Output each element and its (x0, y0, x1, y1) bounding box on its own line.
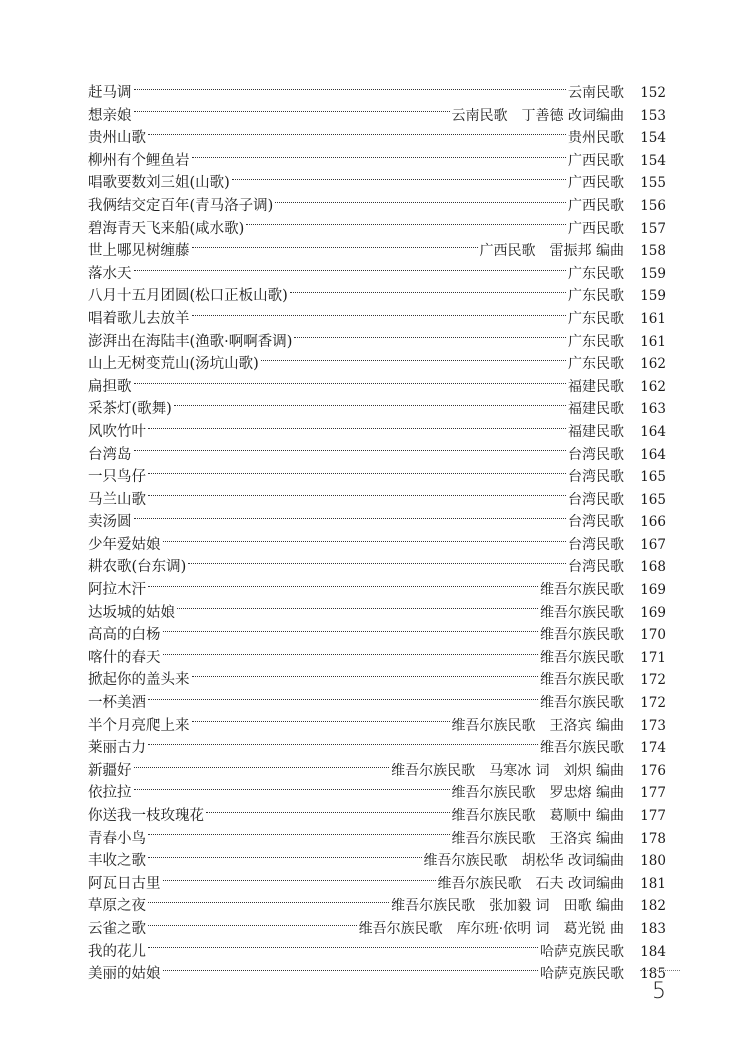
toc-entry[interactable] (88, 850, 666, 873)
toc-entry[interactable] (88, 376, 666, 399)
song-title: 云雀之歌 (88, 920, 146, 937)
song-title: 卖汤圆 (88, 514, 132, 531)
page-number: 182 (640, 898, 666, 915)
song-info: 广西民歌 (568, 152, 624, 169)
song-title: 莱丽古力 (88, 740, 146, 757)
toc-entry[interactable] (88, 195, 666, 218)
toc-entry[interactable] (88, 82, 666, 105)
toc-entry[interactable] (88, 150, 666, 173)
page-number: 153 (640, 107, 666, 124)
song-title: 你送我一枝玫瑰花 (88, 808, 204, 824)
toc-entry[interactable] (88, 308, 666, 331)
dot-leader (134, 89, 567, 90)
dot-leader (134, 270, 567, 271)
page-number: 154 (640, 152, 666, 169)
song-title: 我的花儿 (88, 943, 146, 960)
folio-page-number: 5 (652, 979, 666, 1004)
song-title: 阿拉木汗 (88, 582, 146, 599)
song-info: 广西民歌 雷振邦 编曲 (479, 243, 624, 260)
song-title: 阿瓦日古里 (88, 875, 161, 892)
page-number: 157 (640, 220, 666, 237)
dot-leader (134, 450, 567, 451)
song-title: 澎湃出在海陆丰(渔歌·啊啊香调) (88, 333, 293, 350)
song-info: 维吾尔族民歌 (540, 695, 624, 712)
dot-leader (163, 654, 539, 655)
toc-entry[interactable] (88, 782, 666, 805)
song-title: 一杯美酒 (88, 695, 146, 712)
toc-entry[interactable] (88, 285, 666, 308)
dot-leader (275, 202, 566, 203)
page-number: 173 (640, 717, 666, 734)
dot-leader (192, 721, 450, 722)
song-title: 风吹竹叶 (88, 423, 146, 440)
dot-leader (261, 360, 566, 361)
song-title: 高高的白杨 (88, 627, 161, 644)
dot-leader (206, 812, 450, 813)
dot-leader (148, 473, 566, 474)
dot-leader (192, 676, 539, 677)
song-title: 八月十五月团圆(松口正板山歌) (88, 288, 288, 305)
song-info: 广东民歌 (568, 333, 624, 350)
song-info: 广东民歌 (568, 265, 624, 282)
dot-leader (163, 631, 539, 632)
song-title: 柳州有个鲤鱼岩 (88, 152, 190, 169)
page-number: 176 (640, 762, 666, 779)
song-info: 维吾尔族民歌 罗忠熔 编曲 (451, 785, 624, 802)
toc-entry[interactable] (88, 669, 666, 692)
toc-entry[interactable] (88, 556, 666, 579)
dot-leader (163, 880, 436, 881)
song-info: 维吾尔族民歌 (540, 604, 624, 621)
toc-entry[interactable] (88, 466, 666, 489)
dot-leader (148, 134, 566, 135)
song-info: 云南民歌 丁善德 改词编曲 (451, 107, 624, 124)
dot-leader (148, 947, 538, 948)
page-number: 169 (640, 604, 666, 621)
page-number: 169 (640, 582, 666, 599)
dot-leader (134, 383, 567, 384)
song-info: 广西民歌 (568, 175, 624, 192)
song-title: 台湾岛 (88, 446, 132, 463)
page-number: 161 (640, 333, 666, 350)
toc-entry[interactable] (88, 715, 666, 738)
toc-entry[interactable] (88, 421, 666, 444)
page-number: 161 (640, 310, 666, 327)
toc-entry[interactable] (88, 444, 666, 467)
page-number: 168 (640, 559, 666, 576)
dot-leader (148, 428, 566, 429)
song-info: 贵州民歌 (568, 130, 624, 147)
toc-entry[interactable] (88, 963, 666, 986)
dot-leader (148, 834, 450, 835)
dot-leader (290, 292, 566, 293)
toc-entry[interactable] (88, 828, 666, 851)
toc-entry[interactable] (88, 602, 666, 625)
dot-leader (134, 767, 390, 768)
page-number: 170 (640, 627, 666, 644)
song-title: 美丽的姑娘 (88, 966, 161, 983)
toc-entry[interactable] (88, 489, 666, 512)
page-footer (640, 970, 680, 1004)
page-number: 162 (640, 378, 666, 395)
song-info: 广东民歌 (568, 288, 624, 305)
page-number: 154 (640, 130, 666, 147)
page-number: 156 (640, 197, 666, 214)
song-title: 我俩结交定百年(青马洛子调) (88, 197, 274, 214)
dot-leader (148, 744, 538, 745)
dot-leader (177, 608, 538, 609)
dot-leader (148, 902, 389, 903)
page-number: 174 (640, 740, 666, 757)
page-number: 177 (640, 808, 666, 824)
song-info: 维吾尔族民歌 库尔班·依明 词 葛光锐 曲 (358, 920, 624, 937)
song-info: 台湾民歌 (568, 469, 624, 486)
song-title: 少年爱姑娘 (88, 536, 161, 553)
toc-entry[interactable] (88, 760, 666, 783)
page-number: 155 (640, 175, 666, 192)
song-title: 掀起你的盖头来 (88, 672, 190, 689)
song-title: 一只鸟仔 (88, 469, 146, 486)
page-number: 184 (640, 943, 666, 960)
page-number: 167 (640, 536, 666, 553)
page-number: 158 (640, 243, 666, 260)
toc-entry[interactable] (88, 398, 666, 421)
song-title: 喀什的春天 (88, 649, 161, 666)
dot-leader (163, 970, 539, 971)
dot-leader (246, 224, 566, 225)
toc-entry[interactable] (88, 873, 666, 896)
toc-entry[interactable] (88, 263, 666, 286)
footer-divider (640, 970, 680, 971)
song-info: 福建民歌 (568, 401, 624, 418)
dot-leader (148, 857, 422, 858)
song-title: 青春小鸟 (88, 830, 146, 847)
page-number: 165 (640, 491, 666, 508)
song-info: 广东民歌 (568, 310, 624, 327)
song-info: 哈萨克族民歌 (540, 966, 624, 983)
page-number: 166 (640, 514, 666, 531)
song-info: 维吾尔族民歌 (540, 582, 624, 599)
toc-entry[interactable] (88, 172, 666, 195)
song-title: 马兰山歌 (88, 491, 146, 508)
song-info: 广西民歌 (568, 197, 624, 214)
song-title: 半个月亮爬上来 (88, 717, 190, 734)
toc-entry[interactable] (88, 624, 666, 647)
song-title: 世上哪见树缠藤 (88, 243, 190, 260)
page-number: 164 (640, 446, 666, 463)
toc-entry[interactable] (88, 579, 666, 602)
song-info: 广东民歌 (568, 356, 624, 373)
page-number: 180 (640, 853, 666, 870)
page-number: 163 (640, 401, 666, 418)
dot-leader (134, 789, 450, 790)
toc-entry[interactable] (88, 941, 666, 964)
song-info: 维吾尔族民歌 葛顺中 编曲 (451, 808, 624, 824)
page-number: 185 (640, 966, 666, 983)
song-title: 贵州山歌 (88, 130, 146, 147)
song-info: 哈萨克族民歌 (540, 943, 624, 960)
dot-leader (134, 111, 450, 112)
song-info: 广西民歌 (568, 220, 624, 237)
song-title: 耕农歌(台东调) (88, 559, 187, 576)
dot-leader (163, 541, 567, 542)
song-info: 台湾民歌 (568, 446, 624, 463)
dot-leader (148, 925, 357, 926)
song-info: 维吾尔族民歌 石夫 改词编曲 (437, 875, 624, 892)
page-number: 177 (640, 785, 666, 802)
song-info: 台湾民歌 (568, 491, 624, 508)
toc-entry[interactable] (88, 511, 666, 534)
page-number: 152 (640, 85, 666, 101)
dot-leader (148, 495, 566, 496)
song-info: 维吾尔族民歌 王洛宾 编曲 (451, 717, 624, 734)
song-info: 维吾尔族民歌 胡松华 改词编曲 (423, 853, 624, 870)
page-number: 172 (640, 672, 666, 689)
toc-entry[interactable] (88, 218, 666, 241)
song-title: 赶马调 (88, 85, 132, 101)
song-title: 采茶灯(歌舞) (88, 401, 172, 418)
toc-entry[interactable] (88, 331, 666, 354)
song-info: 维吾尔族民歌 (540, 627, 624, 644)
song-title: 碧海青天飞来船(咸水歌) (88, 220, 245, 237)
song-title: 新疆好 (88, 762, 132, 779)
song-title: 想亲娘 (88, 107, 132, 124)
dot-leader (148, 586, 538, 587)
song-info: 维吾尔族民歌 王洛宾 编曲 (451, 830, 624, 847)
dot-leader (174, 405, 566, 406)
song-title: 扁担歌 (88, 378, 132, 395)
song-info: 台湾民歌 (568, 514, 624, 531)
page-number: 171 (640, 649, 666, 666)
dot-leader (232, 179, 566, 180)
song-title: 达坂城的姑娘 (88, 604, 175, 621)
toc-entry[interactable] (88, 647, 666, 670)
page-number: 178 (640, 830, 666, 847)
dot-leader (294, 337, 566, 338)
toc-entry[interactable] (88, 127, 666, 150)
song-info: 维吾尔族民歌 (540, 672, 624, 689)
song-info: 台湾民歌 (568, 536, 624, 553)
page-number: 159 (640, 265, 666, 282)
song-title: 丰收之歌 (88, 853, 146, 870)
dot-leader (188, 563, 566, 564)
song-title: 山上无树变荒山(汤坑山歌) (88, 356, 259, 373)
page-number: 181 (640, 875, 666, 892)
dot-leader (134, 518, 567, 519)
song-info: 云南民歌 (568, 85, 624, 101)
song-info: 维吾尔族民歌 张加毅 词 田歌 编曲 (391, 898, 624, 915)
toc-entry[interactable] (88, 692, 666, 715)
song-title: 依拉拉 (88, 785, 132, 802)
song-info: 福建民歌 (568, 423, 624, 440)
page-number: 159 (640, 288, 666, 305)
dot-leader (192, 247, 478, 248)
toc-entry[interactable] (88, 534, 666, 557)
toc-entry[interactable] (88, 240, 666, 263)
page-number: 183 (640, 920, 666, 937)
toc-entry[interactable] (88, 737, 666, 760)
song-info: 台湾民歌 (568, 559, 624, 576)
song-title: 落水天 (88, 265, 132, 282)
dot-leader (192, 157, 567, 158)
song-title: 唱歌要数刘三姐(山歌) (88, 175, 230, 192)
song-info: 福建民歌 (568, 378, 624, 395)
dot-leader (192, 315, 567, 316)
page-number: 164 (640, 423, 666, 440)
toc-entry[interactable] (88, 105, 666, 128)
toc-entry[interactable] (88, 353, 666, 376)
song-title: 唱着歌儿去放羊 (88, 310, 190, 327)
song-info: 维吾尔族民歌 马寒冰 词 刘炽 编曲 (391, 762, 624, 779)
page-number: 165 (640, 469, 666, 486)
dot-leader (148, 699, 538, 700)
toc-entry[interactable] (88, 805, 666, 828)
page-number: 162 (640, 356, 666, 373)
song-info: 维吾尔族民歌 (540, 740, 624, 757)
song-info: 维吾尔族民歌 (540, 649, 624, 666)
toc-entry[interactable] (88, 918, 666, 941)
page-number: 172 (640, 695, 666, 712)
song-title: 草原之夜 (88, 898, 146, 915)
toc-entry[interactable] (88, 895, 666, 918)
table-of-contents (88, 82, 666, 986)
